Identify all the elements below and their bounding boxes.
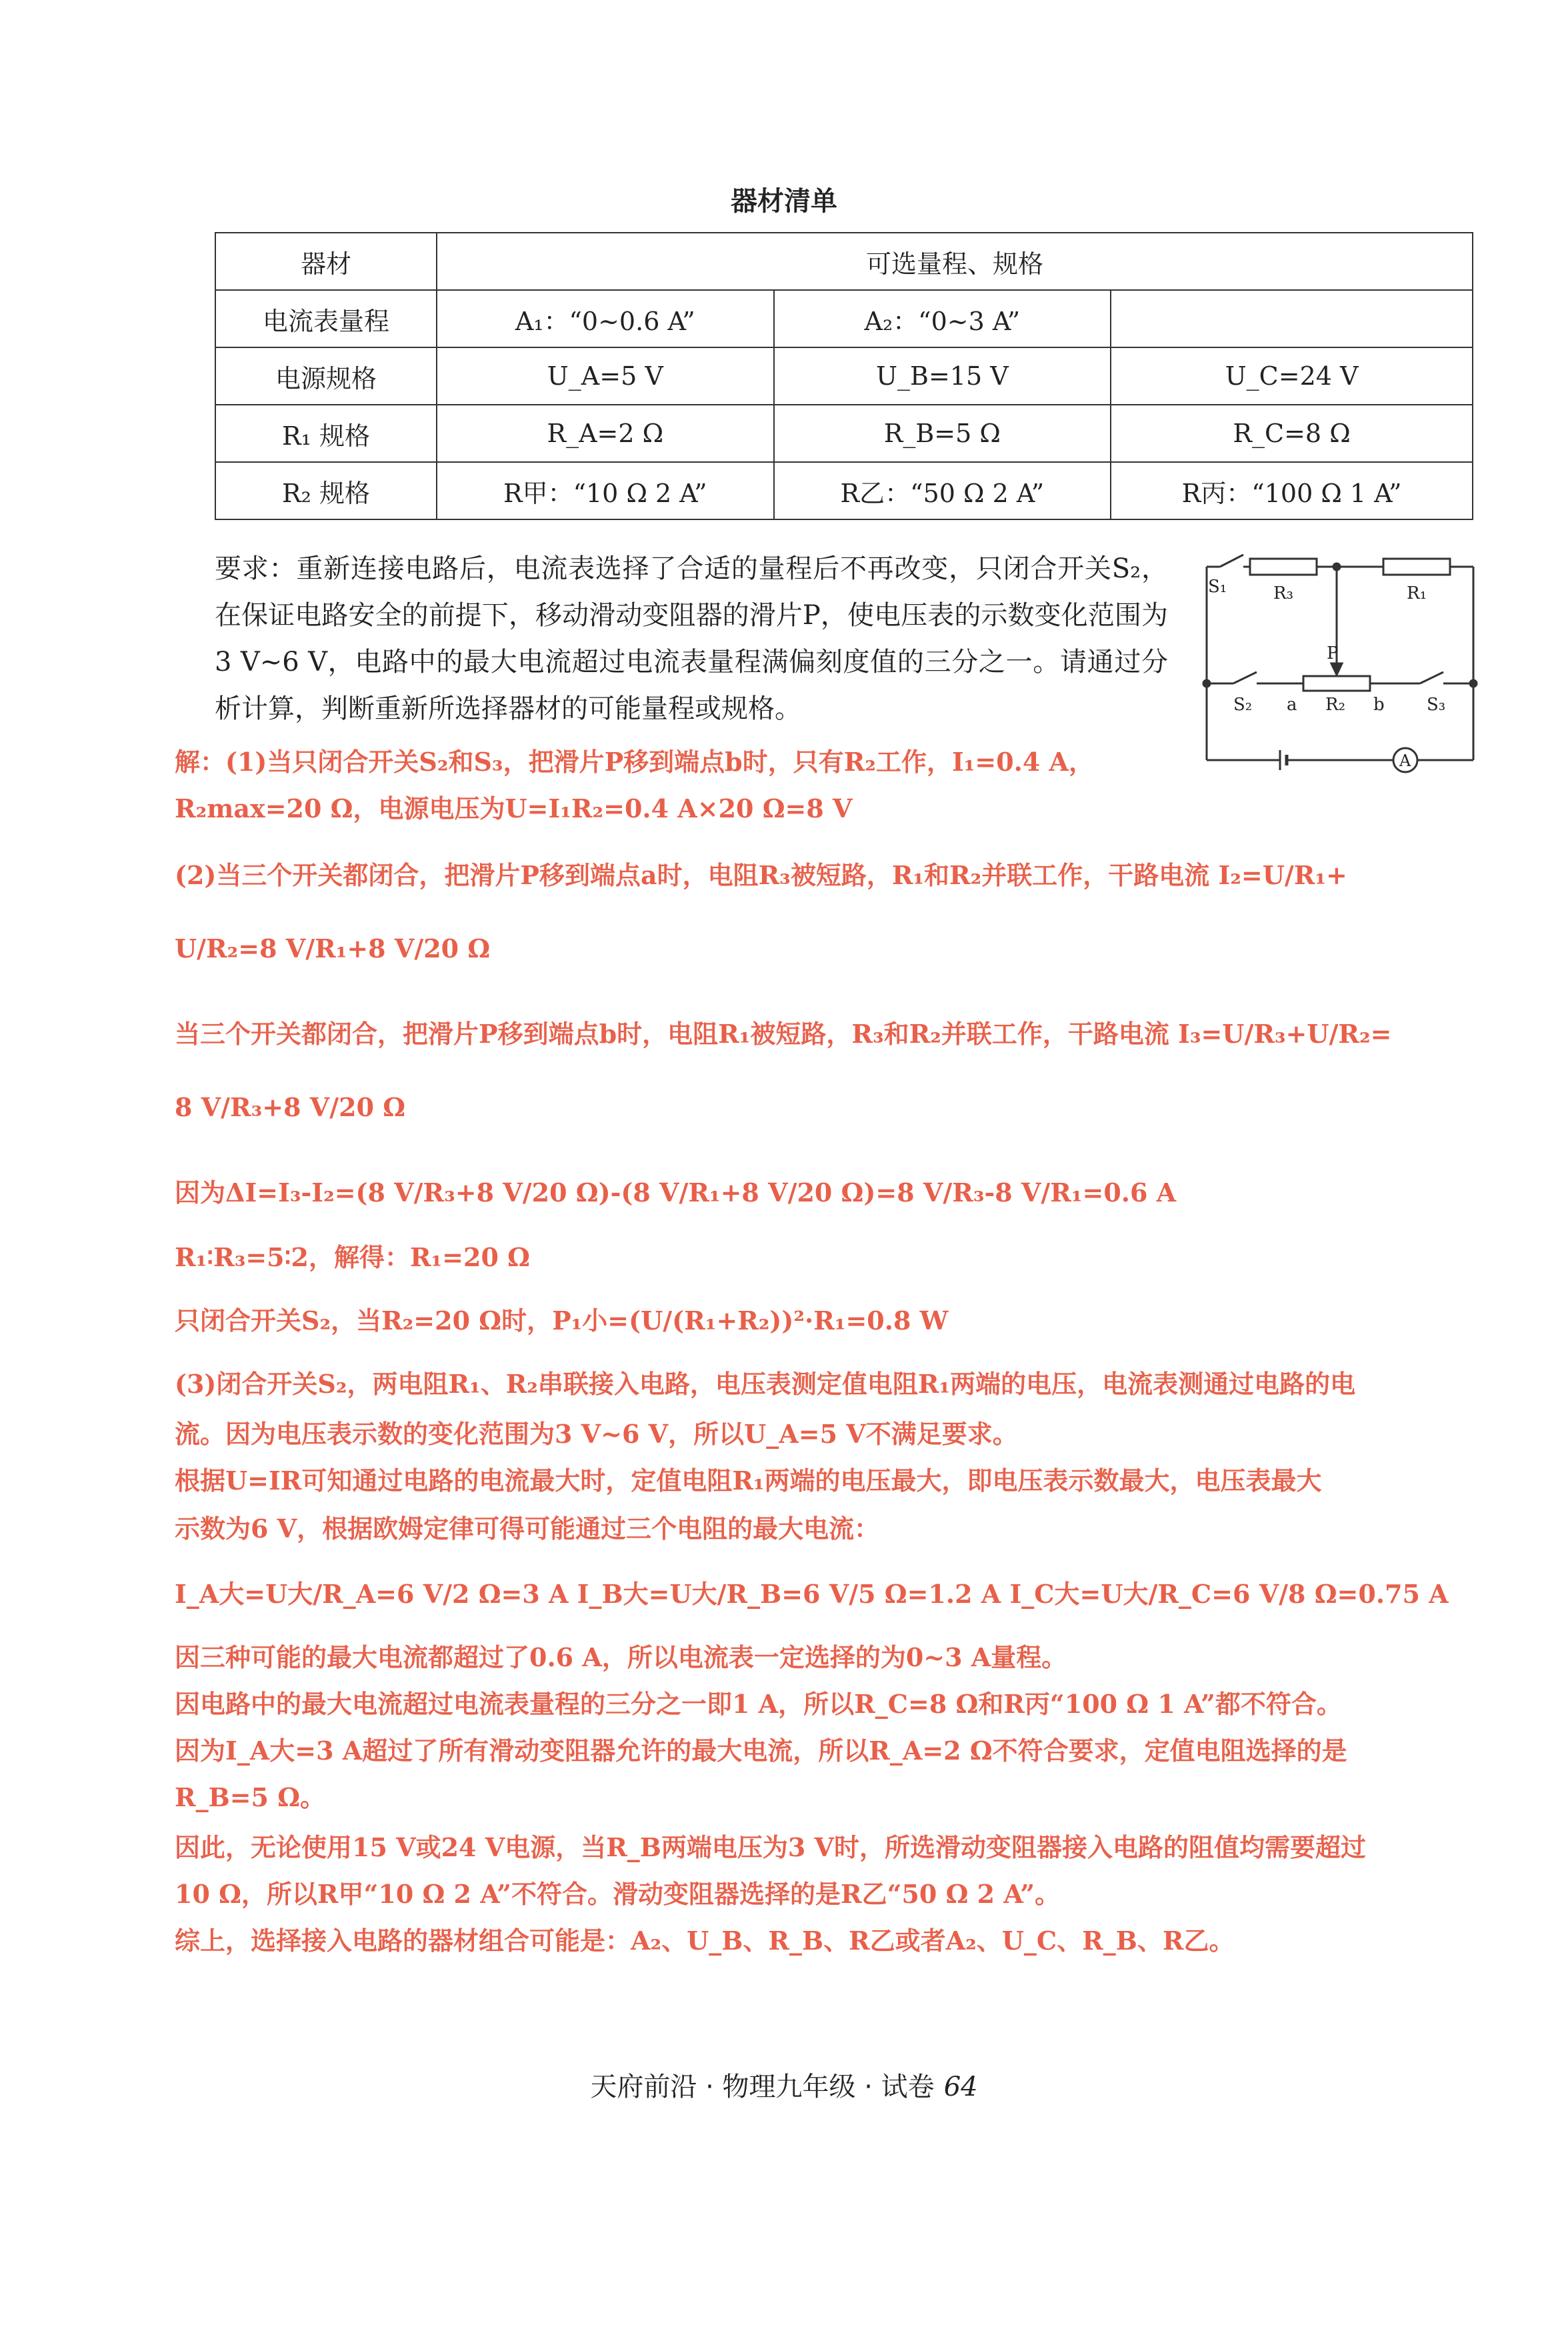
resistor-r3-icon xyxy=(1250,559,1317,575)
label-a: a xyxy=(1287,695,1297,715)
table-cell xyxy=(1111,290,1473,347)
table-cell: 电流表量程 xyxy=(215,290,437,347)
table-cell: R丙：“100 Ω 1 A” xyxy=(1111,462,1473,519)
answer-line: R₂max=20 Ω，电源电压为U=I₁R₂=0.4 A×20 Ω=8 V xyxy=(175,793,853,823)
table-cell: R₁ 规格 xyxy=(215,405,437,462)
circuit-diagram xyxy=(1193,547,1487,780)
answer-line: 8 V/R₃+8 V/20 Ω xyxy=(175,1092,406,1122)
slider-p-icon xyxy=(1331,663,1342,675)
answer-line: 当三个开关都闭合，把滑片P移到端点b时，电阻R₁被短路，R₃和R₂并联工作，干路电流 I₃=U/R₃+U/R₂= xyxy=(175,1019,1392,1049)
table-cell: 电源规格 xyxy=(215,347,437,405)
table-header-cell: 可选量程、规格 xyxy=(437,233,1473,290)
table-row xyxy=(215,405,1473,462)
answer-line: 综上，选择接入电路的器材组合可能是：A₂、U_B、R_B、R乙或者A₂、U_C、R_B、R乙。 xyxy=(175,1926,1235,1956)
label-p: P xyxy=(1327,643,1339,663)
table-row xyxy=(215,347,1473,405)
page-footer xyxy=(0,2066,1568,2104)
table-cell: R₂ 规格 xyxy=(215,462,437,519)
table-row xyxy=(215,462,1473,519)
answer-line: 因为ΔI=I₃-I₂=(8 V/R₃+8 V/20 Ω)-(8 V/R₁+8 V/20 Ω)=8 V/R₃-8 V/R₁=0.6 A xyxy=(175,1178,1177,1208)
requirement-paragraph: 要求：重新连接电路后，电流表选择了合适的量程后不再改变，只闭合开关S₂，在保证电路安全的前提下，移动滑动变阻器的滑片P，使电压表的示数变化范围为3 V~6 V，电路中的最大电流超过电流表量程满偏刻度值的三分之一。请通过分析计算，判断重新所选择器材的可能量程或规格。 xyxy=(215,553,1168,724)
table-cell: U_A=5 V xyxy=(437,347,774,405)
answer-line: 10 Ω，所以R甲“10 Ω 2 A”不符合。滑动变阻器选择的是R乙“50 Ω 2 A”。 xyxy=(175,1879,1061,1909)
resistor-r1-icon xyxy=(1383,559,1450,575)
label-r3: R₃ xyxy=(1273,583,1293,603)
label-r1: R₁ xyxy=(1407,583,1427,603)
label-ammeter: A xyxy=(1399,751,1411,770)
label-b: b xyxy=(1373,695,1385,715)
table-header-cell: 器材 xyxy=(215,233,437,290)
equipment-table xyxy=(215,232,1473,520)
answer-line: 因此，无论使用15 V或24 V电源，当R_B两端电压为3 V时，所选滑动变阻器接入电路的阻值均需要超过 xyxy=(175,1832,1367,1862)
junction-dot xyxy=(1203,680,1210,687)
label-s3: S₃ xyxy=(1427,695,1446,715)
table-cell: A₂：“0~3 A” xyxy=(774,290,1111,347)
answer-line: (2)当三个开关都闭合，把滑片P移到端点a时，电阻R₃被短路，R₁和R₂并联工作，干路电流 I₂=U/R₁+ xyxy=(175,860,1347,890)
footer-text: 天府前沿 · 物理九年级 · 试卷 xyxy=(590,2072,935,2102)
answer-line: 因电路中的最大电流超过电流表量程的三分之一即1 A，所以R_C=8 Ω和R丙“100 Ω 1 A”都不符合。 xyxy=(175,1689,1342,1719)
table-cell: U_B=15 V xyxy=(774,347,1111,405)
answer-line: R₁∶R₃=5∶2，解得：R₁=20 Ω xyxy=(175,1242,530,1272)
table-cell: A₁：“0~0.6 A” xyxy=(437,290,774,347)
label-r2: R₂ xyxy=(1325,695,1345,715)
switch-s1-icon xyxy=(1220,555,1243,567)
table-cell: R_A=2 Ω xyxy=(437,405,774,462)
label-s2: S₂ xyxy=(1233,695,1253,715)
page-number: 64 xyxy=(943,2072,978,2102)
table-header-row xyxy=(215,233,1473,290)
switch-s2-icon xyxy=(1233,672,1257,683)
answer-line: 解：(1)当只闭合开关S₂和S₃，把滑片P移到端点b时，只有R₂工作，I₁=0.4 A， xyxy=(175,747,1095,777)
switch-s3-icon xyxy=(1420,672,1443,683)
table-cell: R乙：“50 Ω 2 A” xyxy=(774,462,1111,519)
table-cell: U_C=24 V xyxy=(1111,347,1473,405)
answer-line: 根据U=IR可知通过电路的电流最大时，定值电阻R₁两端的电压最大，即电压表示数最大，电压表最大 xyxy=(175,1466,1322,1496)
label-s1: S₁ xyxy=(1208,577,1227,597)
answer-line: R_B=5 Ω。 xyxy=(175,1782,326,1812)
table-cell: R_C=8 Ω xyxy=(1111,405,1473,462)
table-title: 器材清单 xyxy=(731,186,837,217)
table-row xyxy=(215,290,1473,347)
answer-line: 因三种可能的最大电流都超过了0.6 A，所以电流表一定选择的为0~3 A量程。 xyxy=(175,1642,1067,1672)
answer-line: U/R₂=8 V/R₁+8 V/20 Ω xyxy=(175,933,491,963)
table-cell: R_B=5 Ω xyxy=(774,405,1111,462)
answer-line: 只闭合开关S₂，当R₂=20 Ω时，P₁小=(U/(R₁+R₂))²·R₁=0.8 W xyxy=(175,1306,949,1336)
table-cell: R甲：“10 Ω 2 A” xyxy=(437,462,774,519)
answer-line: 示数为6 V，根据欧姆定律可得可能通过三个电阻的最大电流： xyxy=(175,1514,880,1544)
answer-line: 因为I_A大=3 A超过了所有滑动变阻器允许的最大电流，所以R_A=2 Ω不符合要求，定值电阻选择的是 xyxy=(175,1736,1347,1766)
rheostat-r2-icon xyxy=(1303,676,1370,691)
junction-dot xyxy=(1470,680,1477,687)
answer-line: (3)闭合开关S₂，两电阻R₁、R₂串联接入电路，电压表测定值电阻R₁两端的电压，电流表测通过电路的电 xyxy=(175,1369,1356,1399)
answer-line: I_A大=U大/R_A=6 V/2 Ω=3 A I_B大=U大/R_B=6 V/5 Ω=1.2 A I_C大=U大/R_C=6 V/8 Ω=0.75 A xyxy=(175,1579,1449,1609)
answer-line: 流。因为电压表示数的变化范围为3 V~6 V，所以U_A=5 V不满足要求。 xyxy=(175,1419,1018,1449)
